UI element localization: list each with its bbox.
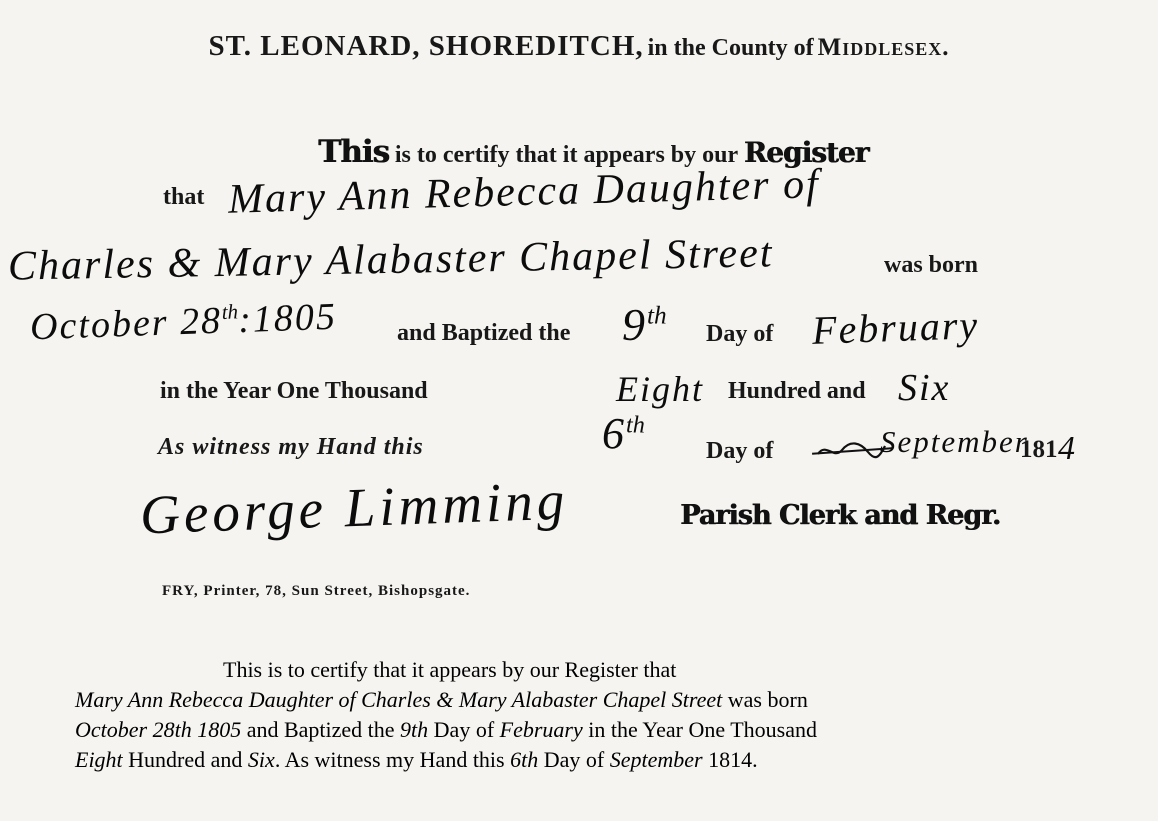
transcription-italic: October 28th 1805 <box>75 717 242 742</box>
transcription-italic: Six <box>247 747 275 772</box>
transcription-line-4 <box>75 745 817 775</box>
witness-year-printed: 181 <box>1020 436 1058 463</box>
transcription-italic: Mary Ann Rebecca Daughter of Charles & Mary Alabaster Chapel Street <box>75 687 723 712</box>
transcription-text: was born <box>722 687 808 712</box>
transcription-text: in the Year One Thousand <box>582 717 817 742</box>
this-word-blackletter: This <box>318 134 389 170</box>
transcription-text: Day of <box>538 747 610 772</box>
witness-day: 6 <box>602 409 626 458</box>
clerk-title-blackletter: Parish Clerk and Regr. <box>680 500 1001 531</box>
transcription-italic: September <box>609 747 703 772</box>
transcription-line-1 <box>75 655 817 685</box>
certificate-title <box>0 30 1158 63</box>
county-connector: in the County of <box>647 35 814 61</box>
hundred-and-label: Hundred and <box>728 378 866 404</box>
witness-label: As witness my Hand this <box>158 434 424 460</box>
baptism-ordinal: th <box>647 301 667 330</box>
transcription-italic: February <box>499 717 583 742</box>
certify-text: is to certify that it appears by our <box>388 142 744 168</box>
scribble-squiggle <box>816 436 886 462</box>
birth-month-day: October 28 <box>29 299 223 349</box>
birth-year: :1805 <box>237 295 338 342</box>
witness-day-of-label: Day of <box>706 438 774 464</box>
transcription-line-3 <box>75 715 817 745</box>
county-name: Middlesex. <box>817 34 950 61</box>
child-name-handwritten: Mary Ann Rebecca Daughter of <box>227 161 821 223</box>
baptism-day: 9 <box>622 299 647 350</box>
transcription-line-2 <box>75 685 817 715</box>
that-label: that <box>163 184 205 210</box>
witness-month-handwritten: September <box>880 424 1029 459</box>
transcription-text: Day of <box>428 717 500 742</box>
transcription-text: This is to certify that it appears by our Register that <box>223 657 677 682</box>
struck-out-scribble <box>816 436 886 462</box>
year-units-handwritten: Six <box>898 367 951 409</box>
witness-day-handwritten <box>602 408 645 459</box>
transcription-text: and Baptized the <box>241 717 401 742</box>
birth-ordinal: th <box>221 299 239 324</box>
transcription-italic: Eight <box>75 747 123 772</box>
witness-ordinal: th <box>626 411 645 439</box>
transcription-text: . As witness my Hand this <box>274 747 511 772</box>
transcription-italic: 6th <box>510 747 539 772</box>
baptism-month-handwritten: February <box>811 302 980 353</box>
parish-name: ST. LEONARD, SHOREDITCH, <box>208 30 644 62</box>
witness-year-handwritten: 4 <box>1058 430 1077 467</box>
clerk-signature-handwritten: George Limming <box>139 469 570 546</box>
year-hundreds-handwritten: Eight <box>616 369 704 409</box>
transcription-text: Hundred and <box>122 747 248 772</box>
transcription-italic: 9th <box>400 717 429 742</box>
birth-date-handwritten <box>29 295 337 350</box>
day-of-label: Day of <box>706 321 774 347</box>
printer-imprint: FRY, Printer, 78, Sun Street, Bishopsgate. <box>162 583 471 599</box>
baptism-day-handwritten <box>622 298 667 351</box>
year-prefix-label: in the Year One Thousand <box>160 378 428 404</box>
register-word-blackletter: Register <box>743 136 869 169</box>
baptized-label: and Baptized the <box>397 320 571 346</box>
was-born-label: was born <box>884 252 979 278</box>
parents-handwritten: Charles & Mary Alabaster Chapel Street <box>7 230 774 290</box>
transcription-block <box>75 655 817 775</box>
transcription-text: 1814. <box>702 747 758 772</box>
